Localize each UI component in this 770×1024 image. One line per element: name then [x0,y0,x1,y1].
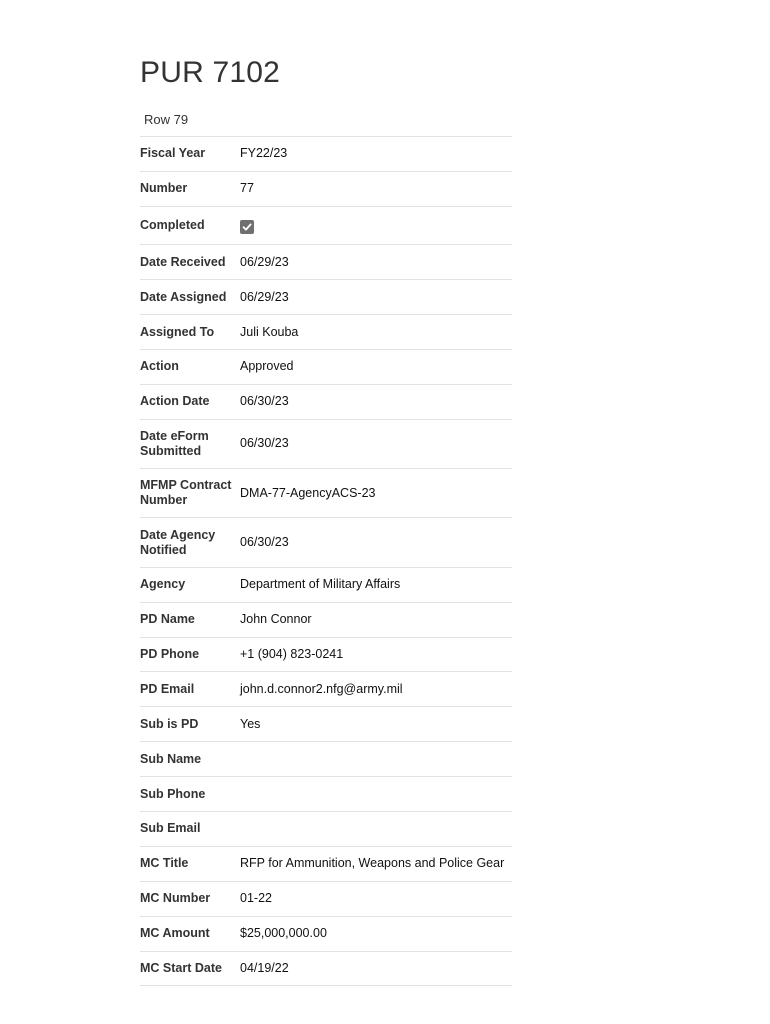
field-row-sub-phone [140,777,512,812]
field-value: 04/19/22 [240,960,289,975]
field-value: DMA-77-AgencyACS-23 [240,485,376,500]
field-value: RFP for Ammunition, Weapons and Police Gear [240,856,505,871]
field-row-date-received [140,245,512,280]
field-label: Sub Email [140,821,201,836]
field-row-date-eform-submitted [140,420,512,469]
field-row-date-assigned [140,280,512,315]
field-label: PD Name [140,612,195,627]
field-value: Yes [240,716,261,731]
field-label: Date eForm Submitted [140,428,209,458]
field-value: FY22/23 [240,146,288,161]
field-row-mc-title [140,847,512,882]
field-row-pd-phone [140,638,512,673]
field-label: Action Date [140,394,210,409]
field-value: 06/30/23 [240,436,289,451]
field-label: Completed [140,218,205,233]
field-value: 77 [240,181,254,196]
field-label: Assigned To [140,324,215,339]
field-row-pd-name [140,603,512,638]
field-row-date-agency-notified [140,518,512,567]
field-value: 06/29/23 [240,289,289,304]
field-value: $25,000,000.00 [240,926,327,941]
field-label: Action [140,359,179,374]
field-row-sub-email [140,812,512,847]
field-row-mc-amount [140,917,512,952]
field-label: MC Title [140,856,189,871]
field-row-mc-number [140,882,512,917]
field-label: Date Received [140,254,226,269]
field-value: Department of Military Affairs [240,577,401,592]
field-label: Date Agency Notified [140,527,216,557]
field-label: MC Number [140,891,211,906]
field-row-sub-is-pd [140,707,512,742]
row-subtitle: Row 79 [144,112,189,127]
field-label: Number [140,181,188,196]
field-label: MC Amount [140,926,210,941]
field-value: Approved [240,359,294,374]
field-label: Sub Phone [140,786,206,801]
field-value [240,218,512,234]
field-row-mc-start-date [140,952,512,987]
field-row-fiscal-year [140,137,512,172]
field-value: +1 (904) 823-0241 [240,646,344,661]
field-row-completed [140,207,512,246]
field-value: john.d.connor2.nfg@army.mil [240,681,403,696]
checkbox-checked-icon[interactable] [240,220,254,234]
field-row-action-date [140,385,512,420]
field-row-assigned-to [140,315,512,350]
field-value: John Connor [240,612,312,627]
record-fields-table [140,136,512,986]
field-value: 06/29/23 [240,254,289,269]
field-label: PD Email [140,681,195,696]
field-row-number [140,172,512,207]
field-label: Sub is PD [140,716,199,731]
field-value: 01-22 [240,891,272,906]
field-row-agency [140,568,512,603]
field-row-pd-email [140,672,512,707]
field-label: Fiscal Year [140,146,206,161]
field-label: PD Phone [140,646,200,661]
field-label: Sub Name [140,751,202,766]
page-title: PUR 7102 [140,56,281,89]
field-label: MC Start Date [140,960,222,975]
field-row-sub-name [140,742,512,777]
field-value: 06/30/23 [240,535,289,550]
field-label: Date Assigned [140,289,227,304]
field-value: 06/30/23 [240,394,289,409]
field-row-action [140,350,512,385]
field-label: MFMP Contract Number [140,478,232,508]
field-label: Agency [140,577,186,592]
field-row-mfmp-contract-number [140,469,512,518]
field-value: Juli Kouba [240,324,299,339]
